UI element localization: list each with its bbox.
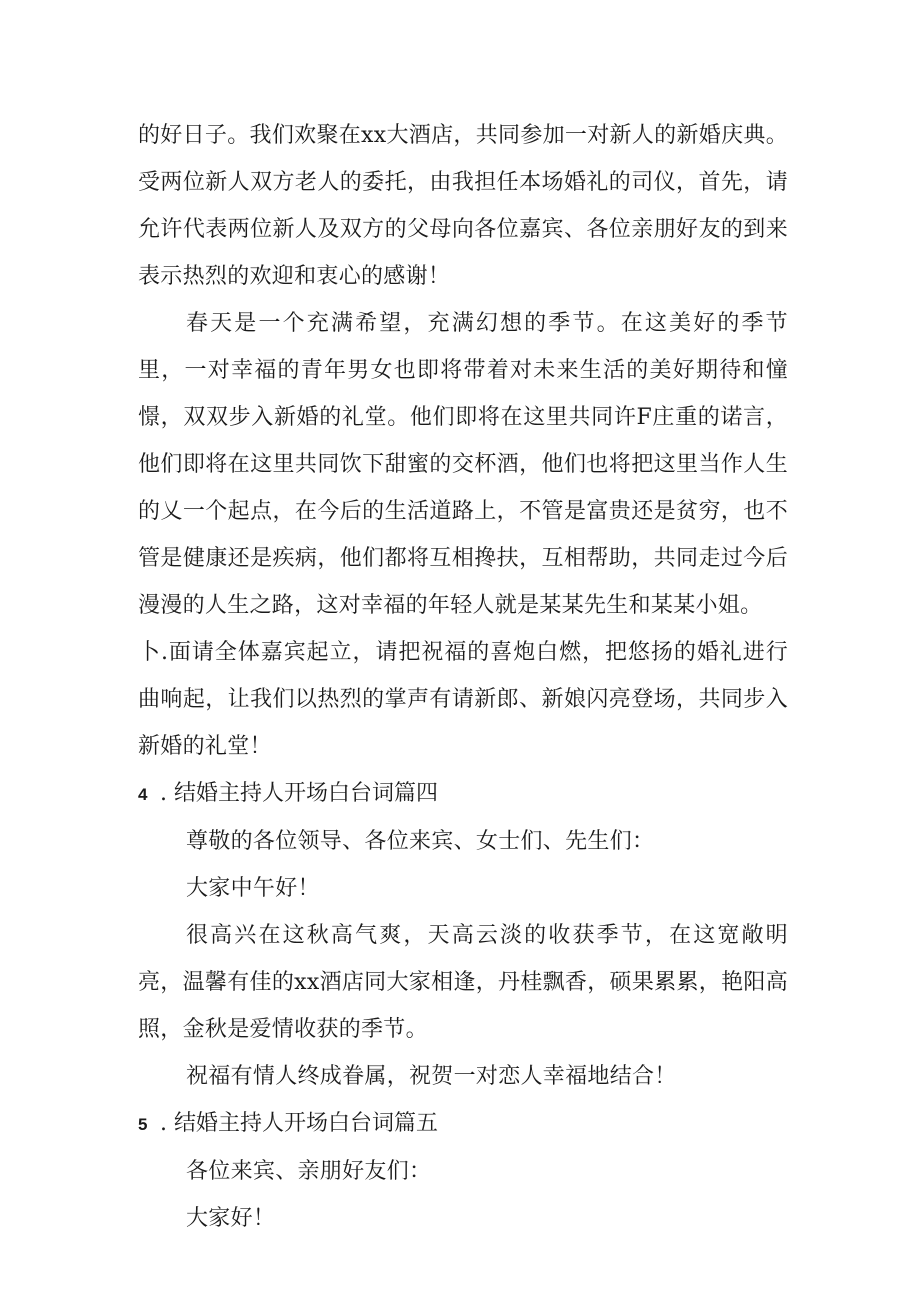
- section5-hello: 大家好！: [186, 1206, 276, 1231]
- section-title: 结婚主持人开场白台词篇五: [174, 1111, 439, 1136]
- section-number: 5: [138, 1115, 148, 1134]
- section-heading-5: [138, 1100, 788, 1148]
- section-title: 结婚主持人开场白台词篇四: [174, 781, 439, 806]
- section-dot: .: [160, 1111, 167, 1136]
- section-heading-4: [138, 770, 788, 818]
- section5-greeting: 各位来宾、亲朋好友们：: [186, 1159, 432, 1184]
- section4-blessing: 祝福有情人终成眷属，祝贺一对恋人幸福地结合！: [186, 1064, 677, 1089]
- section4-greeting: 尊敬的各位领导、各位来宾、女士们、先生们：: [186, 829, 655, 854]
- paragraph-spring: 春天是一个充满希望，充满幻想的季节。在这美好的季节里，一对幸福的青年男女也即将带着对未来生活的美好期待和憧憬，双双步入新婚的礼堂。他们即将在这里共同许F庄重的诺言，他们即将在这里共同饮下甜蜜的交杯酒，他们也将把这里当作人生的乂一个起点，在今后的生活道路上，不管是富贵还是贫穷，也不管是健康还是疾病，他们都将互相搀扶，互相帮助，共同走过今后漫漫的人生之路，这对幸福的年轻人就是某某先生和某某小姐。: [138, 311, 788, 618]
- paragraph-invite: 卜.面请全体嘉宾起立，请把祝福的喜炮白燃，把悠扬的婚礼进行曲响起，让我们以热烈的掌声有请新郎、新娘闪亮登场，共同步入新婚的礼堂！: [138, 640, 788, 759]
- document-body: [138, 112, 788, 1242]
- section-dot: .: [160, 781, 167, 806]
- paragraph-opening: 的好日子。我们欢聚在xx大酒店，共同参加一对新人的新婚庆典。受两位新人双方老人的委托，由我担任本场婚礼的司仪，首先，请允许代表两位新人及双方的父母向各位嘉宾、各位亲朋好友的到来表示热烈的欢迎和衷心的感谢！: [138, 123, 788, 289]
- section4-body: 很高兴在这秋高气爽，天高云淡的收获季节，在这宽敞明亮，温馨有佳的xx酒店同大家相逢，丹桂飘香，硕果累累，艳阳高照，金秋是爱情收获的季节。: [138, 923, 788, 1042]
- section-number: 4: [138, 785, 148, 804]
- section4-hello: 大家中午好！: [186, 876, 320, 901]
